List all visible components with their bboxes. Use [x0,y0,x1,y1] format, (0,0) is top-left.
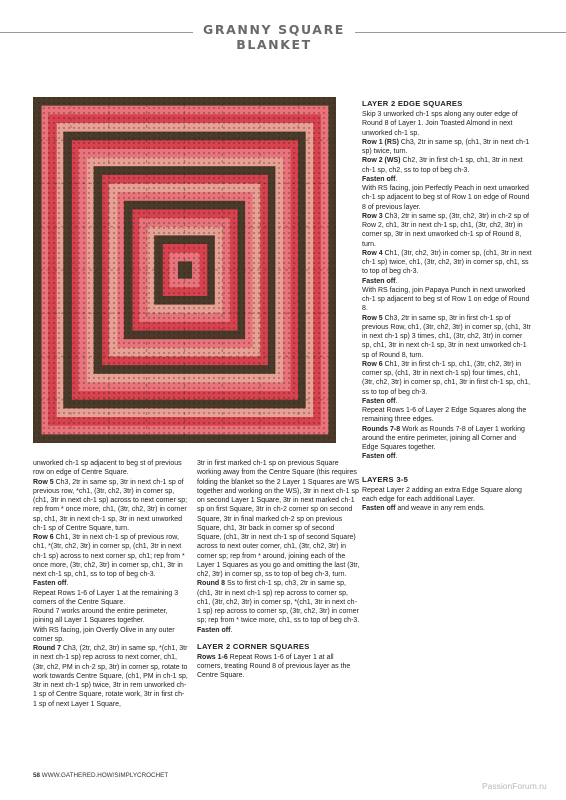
instruction-paragraph [362,175,532,184]
instruction-paragraph [362,212,532,249]
instruction-label: Row 2 (WS) [362,157,401,165]
page-footer [33,772,168,779]
instruction-text: . [395,397,398,405]
instruction-text: With RS facing, join Overtly Olive in any outer corner sp. [33,626,175,643]
instruction-paragraph [362,397,532,406]
instruction-text: 3tr in first marked ch-1 sp on previous Square working away from the Centre Square (this requires folding the blanket so the 2 Layer 1 Squares are WS together and working on the WS), 3tr in next ch-1 sp on second Layer 1 Square, 3tr in next marked ch-1 sp on first Square, 3tr in ch-2 corner sp on second Square, 3tr in final marked ch-2 sp on previous Square, ch1, 3tr back in corner sp of second Square, (ch1, 3tr in next ch-1 sp of second Square) across to next outer corner, ch1, (3tr, ch2, 3tr) in corner sp; rep from * around, joining each of the Layer 1 Squares as you go and omitting the last (3tr, ch2, 3tr) in corner sp, ss to top of beg ch-3, turn. [197,460,360,578]
instruction-paragraph [362,425,532,453]
instruction-paragraph [362,277,532,286]
text-column-right [362,99,532,513]
instruction-label: Fasten off [362,397,396,405]
page-header [0,22,566,52]
instruction-text: . [395,453,398,461]
instruction-paragraph [33,607,188,626]
instruction-paragraph [197,459,360,579]
instruction-label: Fasten off [362,453,396,461]
instruction-label: Row 1 (RS) [362,138,399,146]
instruction-label: Round 8 [197,580,225,588]
instruction-text: . [230,626,233,634]
instruction-paragraph [33,626,188,645]
spacer [362,462,532,468]
instruction-text: Work as Rounds 7-8 of Layer 1 working around the entire perimeter, joining all Corner and Edge Squares together. [362,425,525,451]
instruction-text: Repeat Rows 1-6 of Layer 1 at the remaining 3 corners of the Centre Square. [33,589,179,606]
instruction-text: Ch2, 3tr in first ch-1 sp, ch1, 3tr in next ch-1 sp, ch2, ss to top of beg ch-3. [362,157,523,174]
instruction-paragraph [362,156,532,175]
instruction-text: Round 7 works around the entire perimeter, joining all Layer 1 Squares together. [33,608,168,625]
instruction-paragraph [362,110,532,138]
instruction-text: . [395,175,398,183]
instruction-text: . [395,277,398,285]
instruction-paragraph [362,184,532,212]
instruction-paragraph [33,533,188,579]
instruction-paragraph [197,579,360,625]
instruction-label: Round 7 [33,645,61,652]
instruction-paragraph [33,644,188,709]
section-heading: LAYERS 3-5 [362,474,409,484]
instruction-text: Ch3, 2tr in same sp, 3tr in next ch-1 sp of previous row, *ch1, (3tr, ch2, 3tr) in corner sp, (ch1, 3tr in next ch-1 sp) across to next corner sp; rep from * once more, ch1, (3tr, ch2, 3tr) in corner sp, ch1, 3tr in next ch-1 sp, 3tr in next unworked ch-1 sp of Centre Square, turn. [33,478,188,532]
instruction-paragraph [33,459,188,478]
instruction-paragraph [33,478,188,534]
page-number: 58 [33,772,41,779]
instruction-text: With RS facing, join Papaya Punch in next unworked ch-1 sp adjacent to beg st of Row 1 on edge of Round 8. [362,286,530,313]
instruction-text: Ch1, 3tr in next ch-1 sp of previous row, ch1, *(3tr, ch2, 3tr) in corner sp, (ch1, 3tr in next ch-1 sp) across to next corner sp, ch1; rep from * once more, (3tr, ch2, 3tr) in corner sp, ch1, 3tr in next ch-1 sp, ch1, ss to top of beg ch-3. [33,534,185,578]
section-heading: LAYER 2 CORNER SQUARES [197,641,310,651]
instruction-text: Repeat Rows 1-6 of Layer 2 Edge Squares along the remaining three edges. [362,407,527,424]
instruction-label: Fasten off [197,626,231,634]
instruction-label: Row 6 [362,360,383,368]
header-rule-right [355,32,566,33]
instruction-text: and weave in any rem ends. [395,505,485,512]
section-heading: LAYER 2 EDGE SQUARES [362,99,463,108]
instruction-text: Skip 3 unworked ch-1 sps along any outer edge of Round 8 of Layer 1. Join Toasted Almond in next unworked ch-1 sp. [362,111,518,137]
instruction-text: Ch3, 2tr in same sp, (3tr, ch2, 3tr) in ch-2 sp of Row 2, ch1, 3tr in next ch-1 sp, ch1, (3tr, ch2, 3tr) in corner sp, 3tr in next unworked ch-1 sp of Round 8, turn. [362,212,529,248]
instruction-paragraph [33,589,188,608]
instruction-paragraph [362,360,532,397]
instruction-text: Repeat Layer 2 adding an extra Edge Square along each edge for each additional Layer. [362,486,522,503]
instruction-label: Rounds 7-8 [362,425,401,433]
footer-url: WWW.GATHERED.HOW/SIMPLYCROCHET [41,772,169,779]
instruction-text: Ch1, (3tr, ch2, 3tr) in corner sp, (ch1, 3tr in next ch-1 sp) twice, ch1, (3tr, ch2, 3tr) in corner sp, ch1, ss to top of beg ch-3. [362,249,532,276]
page-title: GRANNY SQUARE BLANKET [203,22,345,52]
instruction-paragraph [197,653,360,681]
instruction-paragraph [197,626,360,635]
instruction-text: unworked ch-1 sp adjacent to beg st of previous row on edge of Centre Square. [33,460,182,477]
instruction-label: Fasten off [362,505,396,512]
instruction-text: Ch3, 2tr in same sp, (ch1, 3tr in next ch-1 sp) twice, turn. [362,138,530,155]
instruction-text: Ss to first ch-1 sp, ch3, 2tr in same sp, (ch1, 3tr in next ch-1 sp) rep across to corner sp, ch1, (3tr, ch2, 3tr) in corner sp, *(ch1, 3tr in next ch-1 sp) rep across to corner sp, (3tr, ch2, 3tr) in corner sp; rep from * twice more, ch1, ss to top of beg ch-3. [197,580,360,625]
instruction-text: With RS facing, join Perfectly Peach in next unworked ch-1 sp adjacent to beg st of Row 1 on edge of Round 8 of previous layer. [362,185,530,211]
instruction-label: Fasten off [362,175,396,183]
instruction-label: Row 6 [33,534,54,541]
instruction-text: Ch3, (2tr, ch2, 3tr) in same sp, *(ch1, 3tr in next ch-1 sp) rep across to next corner, ch1, (3tr, ch2, PM in ch-2 sp, 3tr) in corner sp, rotate to work towards Centre Square, (ch1, PM in ch-1 sp, 3tr in next ch-1 sp) twice, 3tr in rem unworked ch-1 sp of Centre Square, rotate work, 3tr in first ch-1 sp of next Layer 1 Square, [33,645,188,708]
instruction-paragraph [362,314,532,360]
instruction-paragraph [362,452,532,461]
instruction-label: Row 5 [33,478,54,486]
instruction-label: Fasten off [33,580,67,588]
instruction-paragraph [33,579,188,588]
watermark: PassionForum.ru [482,781,547,791]
instruction-text: . [66,580,69,588]
blanket-photo [33,97,336,443]
instruction-paragraph [362,504,532,513]
instruction-paragraph [362,406,532,425]
instruction-text: Repeat Rows 1-6 of Layer 1 at all corners, treating Round 8 of previous layer as the Centre Square. [197,653,351,680]
instruction-label: Fasten off [362,277,396,285]
text-column-middle [197,459,360,681]
instruction-paragraph [362,249,532,277]
text-column-left [33,459,188,709]
instruction-text: Ch3, 2tr in same sp, 3tr in first ch-1 sp of previous Row, ch1, (3tr, ch2, 3tr) in corner sp, (ch1, 3tr in next ch-1 sp) 3 times, ch1, (3tr, ch2, 3tr) in corner sp, ch1, 3tr in next ch-1 sp, 3tr in next unworked ch-1 sp of Round 8, turn. [362,314,531,359]
instruction-label: Row 5 [362,314,383,322]
instruction-label: Rows 1-6 [197,653,228,661]
header-rule-left [0,32,193,33]
instruction-paragraph [362,286,532,314]
instruction-text: Ch1, 3tr in first ch-1 sp, ch1, (3tr, ch2, 3tr) in corner sp, (ch1, 3tr in next ch-1 sp) four times, ch1, (3tr, ch2, 3tr) in corner sp, ch1, 3tr in first ch-1 sp, ch1, ss to top of beg ch-3. [362,360,531,396]
instruction-label: Row 3 [362,212,383,220]
instruction-paragraph [362,138,532,157]
instruction-paragraph [362,486,532,505]
instruction-label: Row 4 [362,249,383,257]
